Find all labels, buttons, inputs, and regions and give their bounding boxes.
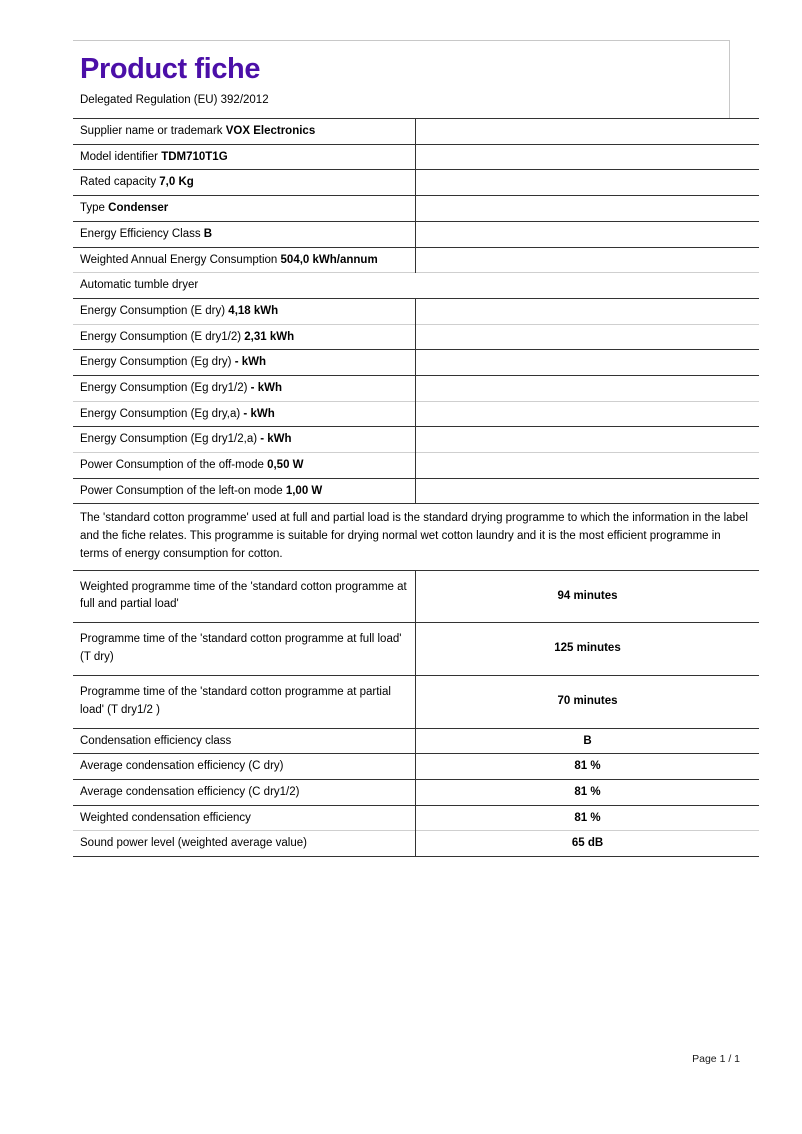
row-label-value: 504,0 kWh/annum [280, 253, 378, 266]
row-label-text: Weighted Annual Energy Consumption [80, 253, 281, 266]
row-value-cell: 94 minutes [416, 570, 760, 623]
page-footer [0, 1053, 740, 1065]
row-label-text: Automatic tumble dryer [80, 279, 199, 292]
row-label-text: Type [80, 202, 109, 215]
row-value-cell: 81 % [416, 754, 760, 780]
table-row [73, 144, 759, 170]
table-row [73, 570, 759, 623]
row-label-text: Energy Consumption (Eg dry) [80, 356, 235, 369]
row-label-cell: Average condensation efficiency (C dry1/2) [73, 779, 416, 805]
row-label-text: Energy Consumption (E dry1/2) [80, 330, 245, 343]
row-label-value: 1,00 W [285, 484, 323, 497]
page-title: Product fiche [80, 53, 261, 85]
row-label-text: Supplier name or trademark [80, 125, 226, 138]
row-label-text: Energy Consumption (Eg dry1/2,a) [80, 433, 261, 446]
row-label-cell: Sound power level (weighted average value) [73, 831, 416, 857]
row-value-cell: 70 minutes [416, 675, 760, 728]
row-label-cell [73, 401, 416, 427]
table-row [73, 805, 759, 831]
row-value-cell: B [416, 728, 760, 754]
row-label-cell [73, 478, 416, 504]
document-subtitle: Delegated Regulation (EU) 392/2012 [80, 94, 269, 107]
row-label-value: TDM710T1G [161, 150, 228, 163]
table-row [73, 375, 759, 401]
row-value-cell [416, 247, 760, 273]
table-row [73, 779, 759, 805]
row-value-cell [416, 119, 760, 145]
row-value-cell [416, 221, 760, 247]
row-label-value: B [203, 227, 213, 240]
row-value-cell [416, 170, 760, 196]
row-label-cell [73, 247, 416, 273]
row-label-cell: Condensation efficiency class [73, 728, 416, 754]
row-label-cell [73, 350, 416, 376]
table-row [73, 478, 759, 504]
table-row [73, 350, 759, 376]
table-row [73, 273, 759, 299]
row-label-value: - kWh [250, 381, 282, 394]
row-label-text: Energy Efficiency Class [80, 227, 204, 240]
row-label-cell [73, 452, 416, 478]
row-label-text: Energy Consumption (Eg dry1/2) [80, 381, 251, 394]
row-value-cell [416, 324, 760, 350]
row-label-cell [73, 119, 416, 145]
row-label-value: 0,50 W [267, 458, 304, 471]
row-label-cell: Weighted programme time of the 'standard cotton programme at full and partial load' [73, 570, 416, 623]
row-value-cell: 65 dB [416, 831, 760, 857]
table-row [73, 401, 759, 427]
row-label-cell: Average condensation efficiency (C dry) [73, 754, 416, 780]
row-label-value: VOX Electronics [225, 125, 316, 138]
row-value-cell [416, 144, 760, 170]
row-value-cell [416, 298, 760, 324]
row-label-value: - kWh [243, 407, 275, 420]
row-label-value: - kWh [234, 356, 266, 369]
row-label-cell: Programme time of the 'standard cotton programme at full load' (T dry) [73, 623, 416, 676]
row-label-cell [73, 298, 416, 324]
row-value-cell [416, 375, 760, 401]
row-value-cell [416, 452, 760, 478]
table-row [73, 754, 759, 780]
row-value-cell: 81 % [416, 805, 760, 831]
row-label-text: Rated capacity [80, 176, 160, 189]
row-value-cell: 125 minutes [416, 623, 760, 676]
row-label-text: Energy Consumption (Eg dry,a) [80, 407, 244, 420]
row-label-cell: Programme time of the 'standard cotton programme at partial load' (T dry1/2 ) [73, 675, 416, 728]
row-label-text: Model identifier [80, 150, 162, 163]
table-row [73, 298, 759, 324]
row-value-cell [416, 478, 760, 504]
row-label-cell [73, 170, 416, 196]
table-row [73, 247, 759, 273]
row-label-cell [73, 144, 416, 170]
row-label-cell [73, 196, 416, 222]
table-row [73, 831, 759, 857]
product-fiche-page [73, 40, 748, 857]
table-row [73, 452, 759, 478]
table-row [73, 196, 759, 222]
row-value-cell [416, 401, 760, 427]
table-row [73, 675, 759, 728]
page-indicator: Page 1 / 1 [692, 1053, 740, 1065]
row-label-cell: Weighted condensation efficiency [73, 805, 416, 831]
row-value-cell [416, 350, 760, 376]
row-label-cell [73, 324, 416, 350]
row-label-cell [73, 273, 759, 299]
table-row [73, 728, 759, 754]
row-label-cell [73, 221, 416, 247]
row-label-cell [73, 375, 416, 401]
document-header [73, 40, 730, 118]
row-label-value: Condenser [108, 202, 169, 215]
row-label-text: Energy Consumption (E dry) [80, 304, 229, 317]
product-fiche-table [73, 118, 759, 857]
table-row [73, 324, 759, 350]
table-body [73, 119, 759, 857]
row-label-value: 7,0 Kg [159, 176, 194, 189]
standard-programme-note: The 'standard cotton programme' used at full and partial load is the standard drying programme to which the information in the label and the fiche relates. This programme is suitable for drying normal wet cotton laundry and it is the most efficient programme in terms of energy consumption for cotton. [73, 504, 759, 570]
row-label-value: 2,31 kWh [244, 330, 295, 343]
table-row [73, 221, 759, 247]
table-row [73, 170, 759, 196]
row-label-text: Power Consumption of the off-mode [80, 458, 268, 471]
row-label-cell [73, 427, 416, 453]
row-label-value: - kWh [260, 433, 292, 446]
row-label-value: 4,18 kWh [228, 304, 279, 317]
table-row [73, 504, 759, 570]
table-row [73, 119, 759, 145]
table-row [73, 623, 759, 676]
row-value-cell [416, 196, 760, 222]
row-value-cell: 81 % [416, 779, 760, 805]
row-value-cell [416, 427, 760, 453]
row-label-text: Power Consumption of the left-on mode [80, 484, 286, 497]
table-row [73, 427, 759, 453]
